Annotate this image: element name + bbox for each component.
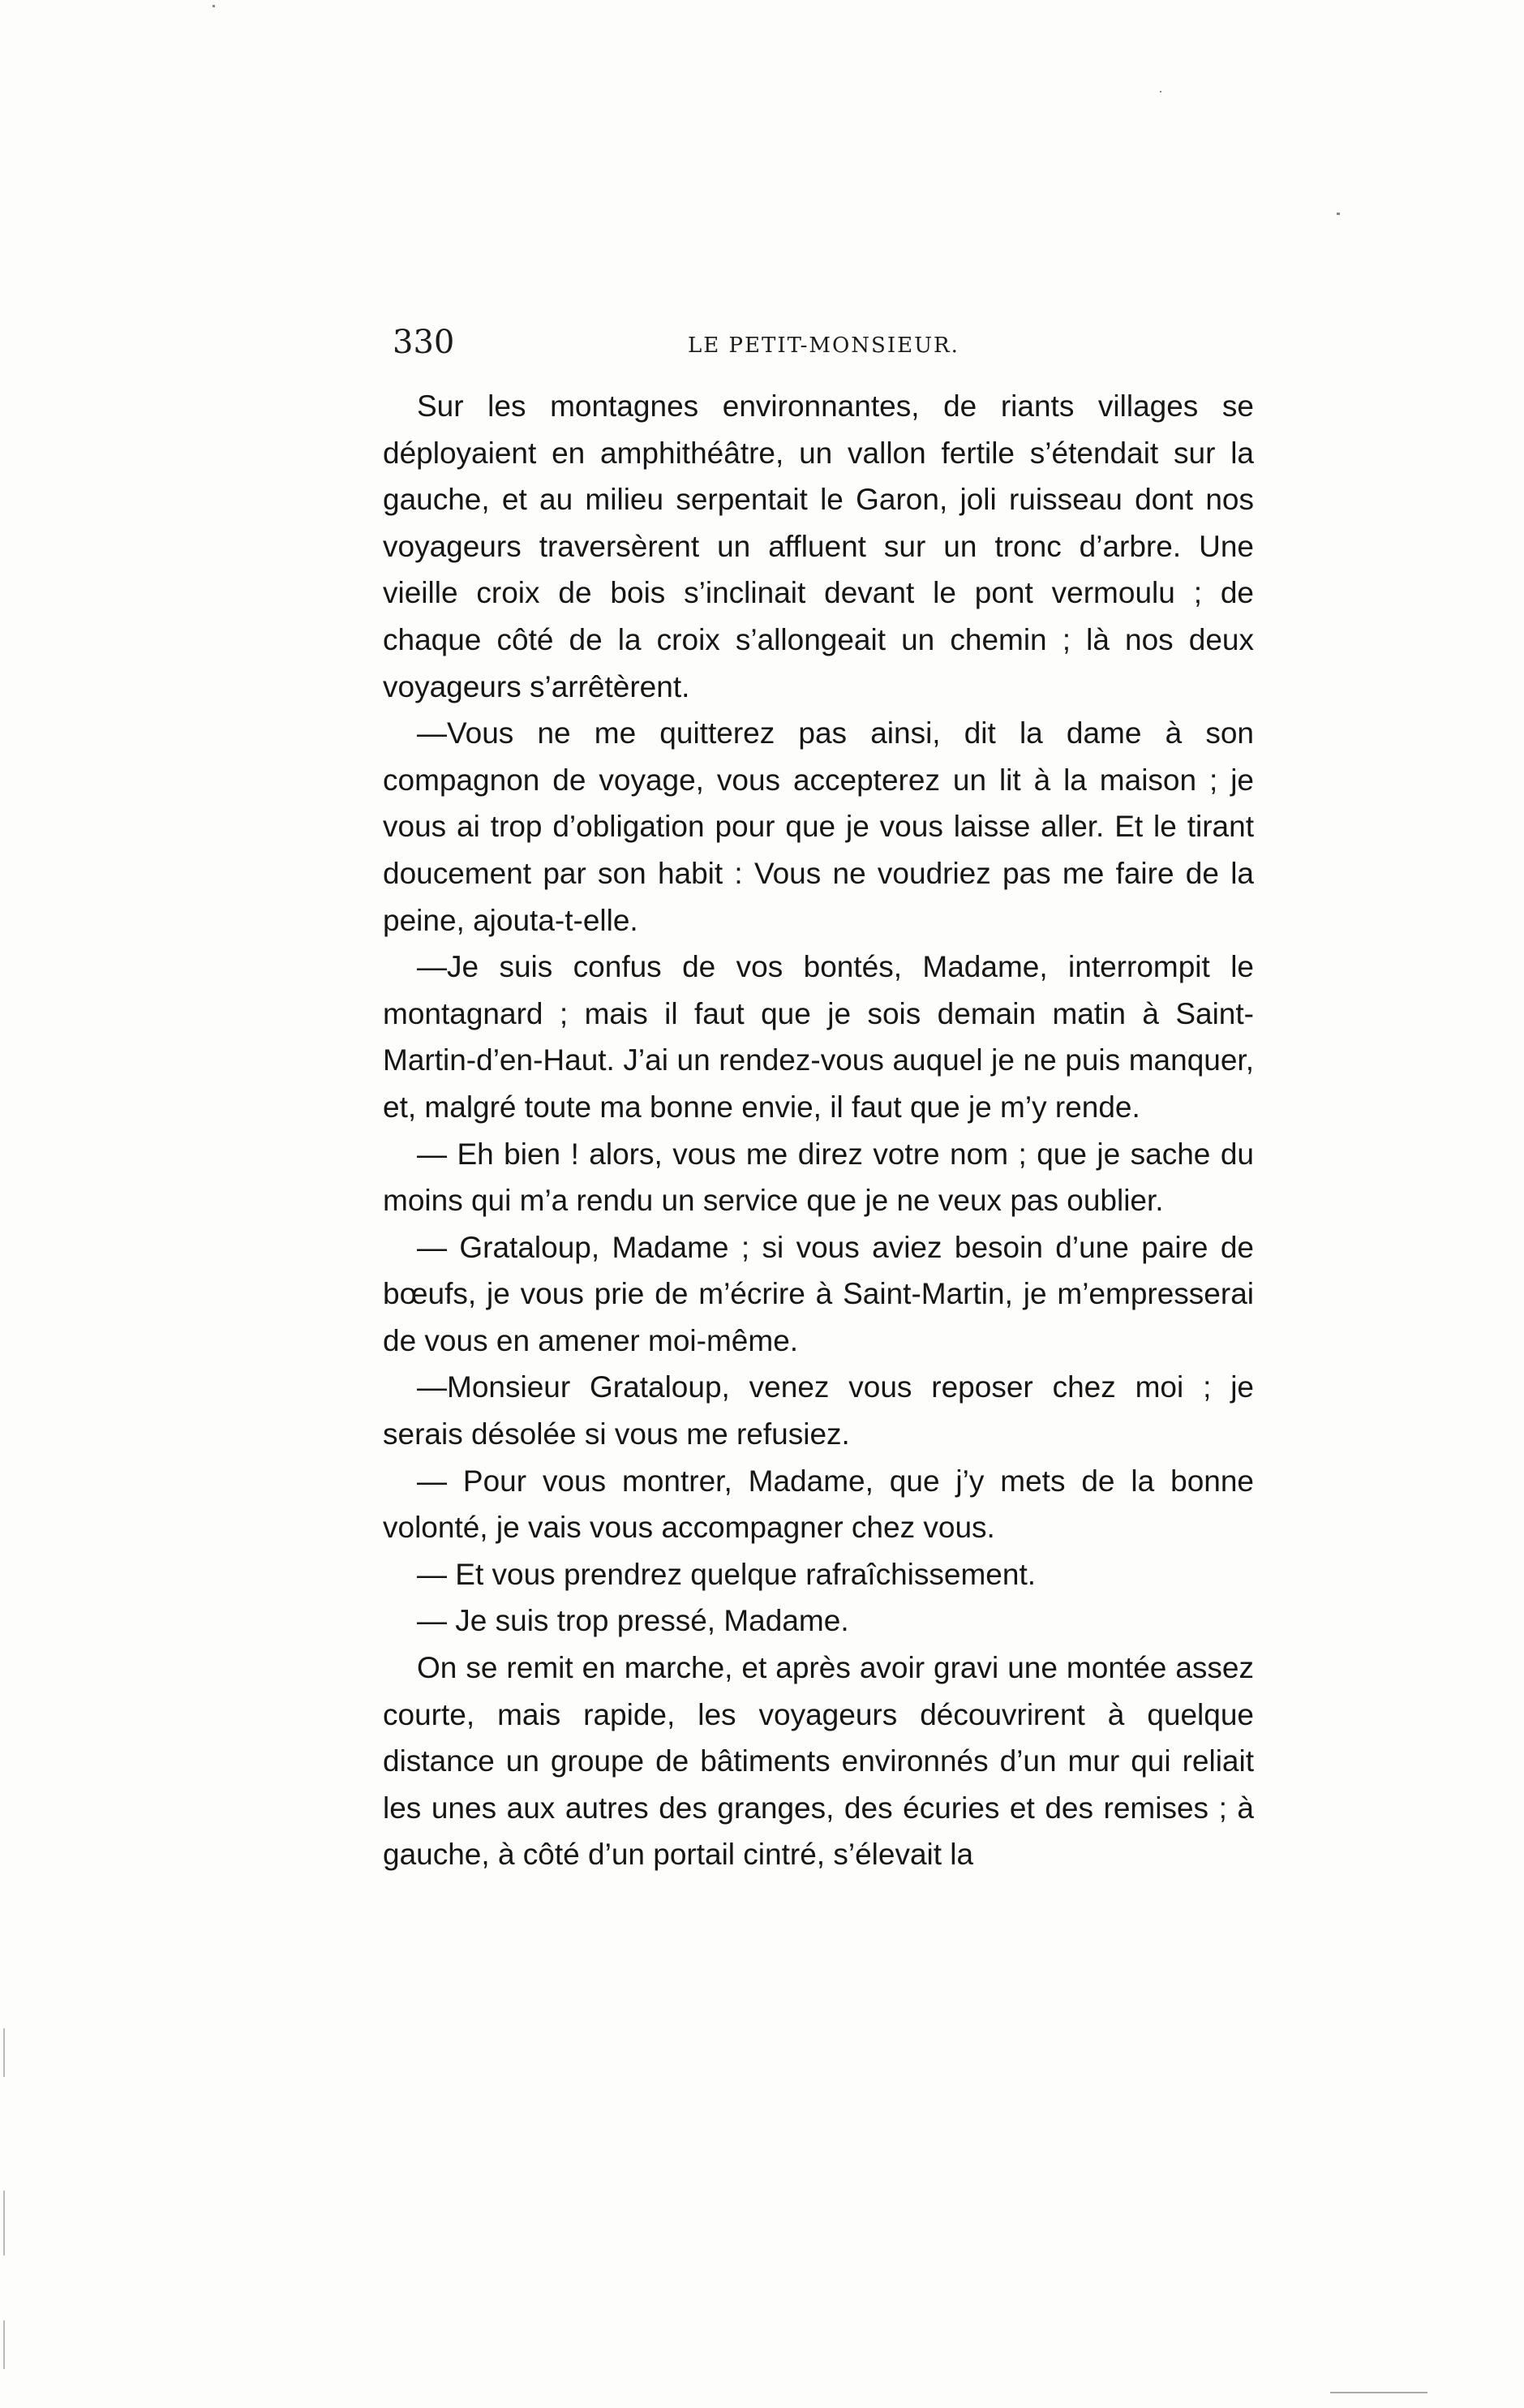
paragraph: — Eh bien ! alors, vous me direz votre nom ; que je sache du moins qui m’a rendu un service que je ne veux pas oublier. <box>383 1137 1254 1218</box>
scan-speckle <box>1337 213 1340 215</box>
paragraph: — Je suis trop pressé, Madame. <box>417 1604 849 1638</box>
scan-edge-mark <box>3 2191 5 2255</box>
scan-speckle <box>213 5 215 7</box>
paragraph: —Je suis confus de vos bontés, Madame, interrompit le montagnard ; mais il faut que je sois demain matin à Saint-Martin-d’en-Haut. J’ai un rendez-vous auquel je ne puis manquer, et, malgré toute ma bonne envie, il faut que je m’y rende. <box>383 950 1254 1124</box>
paragraph: On se remit en marche, et après avoir gravi une montée assez courte, mais rapide, les voyageurs découvrirent à quelque distance un groupe de bâtiments environnés d’un mur qui reliait les unes aux autres des granges, des écuries et des remises ; à gauche, à côté d’un portail cintré, s’élevait la <box>383 1651 1254 1872</box>
body-text <box>383 383 1254 1878</box>
scan-edge-mark <box>3 2028 5 2077</box>
paragraph: — Et vous prendrez quelque rafraîchissement. <box>417 1557 1036 1591</box>
page-number: 330 <box>393 324 455 361</box>
paragraph: —Monsieur Grataloup, venez vous reposer chez moi ; je serais désolée si vous me refusiez. <box>383 1370 1254 1451</box>
paragraph: —Vous ne me quitterez pas ainsi, dit la dame à son compagnon de voyage, vous accepterez un lit à la maison ; je vous ai trop d’obligation pour que je vous laisse aller. Et le tirant doucement par son habit : Vous ne voudriez pas me faire de la peine, ajouta-t-elle. <box>383 716 1254 937</box>
scan-speckle <box>1160 91 1161 92</box>
paragraph: Sur les montagnes environnantes, de riants villages se déployaient en amphithéâtre, un vallon fertile s’étendait sur la gauche, et au milieu serpentait le Garon, joli ruisseau dont nos voyageurs traversèrent un affluent sur un tronc d’arbre. Une vieille croix de bois s’inclinait devant le pont vermoulu ; de chaque côté de la croix s’allongeait un chemin ; là nos deux voyageurs s’arrêtèrent. <box>383 389 1254 703</box>
paragraph: — Grataloup, Madame ; si vous aviez besoin d’une paire de bœufs, je vous prie de m’écrire à Saint-Martin, je m’empresserai de vous en amener moi-même. <box>383 1230 1254 1357</box>
scan-edge-mark <box>3 2320 5 2369</box>
page-header <box>393 323 1252 372</box>
scan-speckle <box>1330 2392 1427 2393</box>
paragraph: — Pour vous montrer, Madame, que j’y mets de la bonne volonté, je vais vous accompagner chez vous. <box>383 1464 1254 1545</box>
running-title: LE PETIT-MONSIEUR. <box>688 333 959 358</box>
